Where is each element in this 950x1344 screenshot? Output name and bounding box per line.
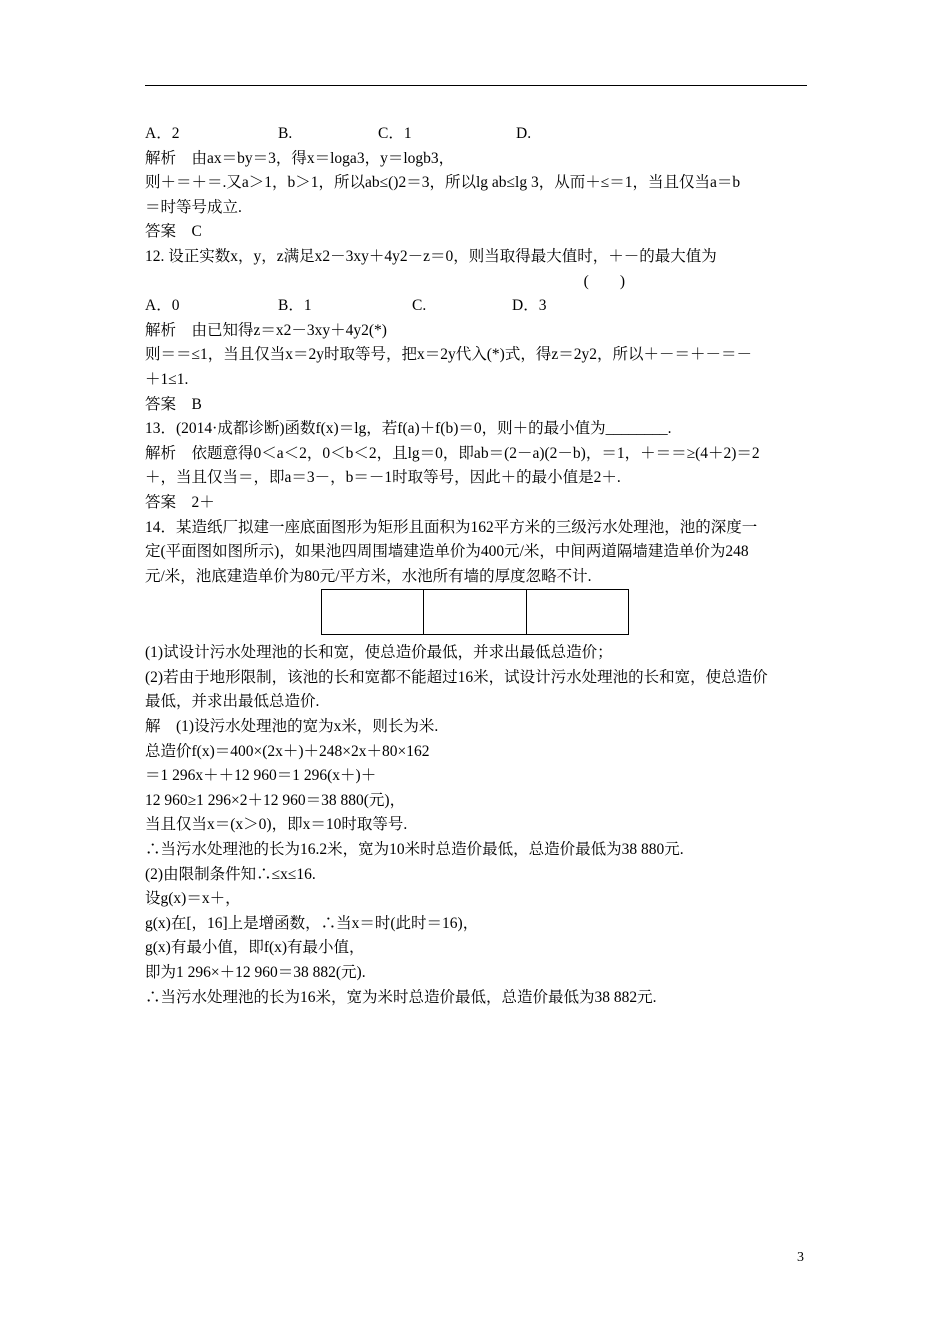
answer-line: 答案 B	[145, 395, 202, 413]
working-line: (2)由限制条件知∴≤x≤16.	[145, 865, 316, 883]
working-line: 12 960≥1 296×2＋12 960＝38 880(元)，	[145, 791, 406, 809]
page-number: 3	[797, 1250, 804, 1265]
solution-line: 则＝＝≤1，当且仅当x＝2y时取等号，把x＝2y代入(*)式，得z＝2y2，所以＋－＝＋－＝－	[145, 346, 752, 364]
working-line: 设g(x)＝x＋，	[145, 890, 241, 908]
question-14-stem: 元/米，池底建造单价为80元/平方米，水池所有墙的厚度忽略不计.	[145, 567, 592, 585]
page-content	[145, 122, 807, 1010]
question-14-stem: 14．某造纸厂拟建一座底面图形为矩形且面积为162平方米的三级污水处理池，池的深度一	[145, 518, 758, 536]
solution-line: 解析 由ax＝by＝3，得x＝loga3，y＝logb3，	[145, 149, 455, 167]
sub-question-1: (1)试设计污水处理池的长和宽，使总造价最低，并求出最低总造价；	[145, 644, 613, 662]
working-line: ＝1 296x＋＋12 960＝1 296(x＋)＋	[145, 767, 377, 785]
working-line: ∴当污水处理池的长为16.2米，宽为10米时总造价最低，总造价最低为38 880元.	[145, 841, 684, 859]
option-d: D．3	[512, 297, 547, 315]
option-d: D.	[516, 125, 532, 142]
q11-options	[145, 122, 807, 147]
pool-section	[322, 590, 424, 634]
option-a: A．2	[145, 125, 180, 142]
solution-line: 则＋＝＋＝.又a＞1，b＞1，所以ab≤()2＝3，所以lg ab≤lg 3，从而＋≤＝1，当且仅当a＝b	[145, 174, 741, 192]
pool-section	[424, 590, 526, 634]
working-line: 总造价f(x)＝400×(2x＋)＋248×2x＋80×162	[145, 742, 430, 760]
working-line: g(x)有最小值，即f(x)有最小值，	[145, 939, 365, 957]
working-line: 当且仅当x＝(x＞0)，即x＝10时取等号.	[145, 816, 408, 834]
solution-line: ＋1≤1.	[145, 370, 189, 388]
sub-question-2: 最低，并求出最低总造价.	[145, 693, 320, 711]
working-line: 即为1 296×＋12 960＝38 882(元).	[145, 964, 366, 981]
answer-bracket: ( )	[583, 272, 625, 290]
question-12-stem: 12. 设正实数x，y，z满足x2－3xy＋4y2－z＝0，则当取得最大值时，＋－的最大值为	[145, 247, 717, 265]
working-line: 解 (1)设污水处理池的宽为x米，则长为米.	[145, 718, 439, 736]
working-line: ∴当污水处理池的长为16米，宽为米时总造价最低，总造价最低为38 882元.	[145, 988, 657, 1006]
header-rule	[145, 85, 807, 86]
option-c: C.	[412, 297, 427, 315]
question-13-stem: 13．(2014·成都诊断)函数f(x)＝lg，若f(a)＋f(b)＝0，则＋的最小值为________.	[145, 420, 672, 438]
option-b: B．1	[278, 297, 312, 315]
answer-line: 答案 C	[145, 223, 202, 241]
question-14-stem: 定(平面图如图所示)，如果池四周围墙建造单价为400元/米，中间两道隔墙建造单价为248	[145, 543, 749, 561]
pool-figure-row	[145, 589, 807, 641]
sub-question-2: (2)若由于地形限制，该池的长和宽都不能超过16米，试设计污水处理池的长和宽，使总造价	[145, 668, 768, 686]
solution-line: 解析 由已知得z＝x2－3xy＋4y2(*)	[145, 321, 387, 339]
pool-plan-figure	[321, 589, 629, 635]
q12-options	[145, 294, 807, 319]
solution-line: 解析 依题意得0＜a＜2，0＜b＜2，且lg＝0，即ab＝(2－a)(2－b)，＝1，＋＝＝≥(4＋2)＝2	[145, 444, 760, 462]
pool-section	[527, 590, 628, 634]
option-b: B.	[278, 125, 293, 142]
solution-line: ＝时等号成立.	[145, 198, 242, 216]
answer-line: 答案 2＋	[145, 493, 215, 511]
option-a: A．0	[145, 297, 180, 315]
option-c: C．1	[378, 125, 412, 142]
solution-line: ＋，当且仅当＝，即a＝3－，b＝－1时取等号，因此＋的最小值是2＋.	[145, 469, 621, 487]
working-line: g(x)在[，16]上是增函数，∴当x＝时(此时＝16)，	[145, 914, 479, 932]
